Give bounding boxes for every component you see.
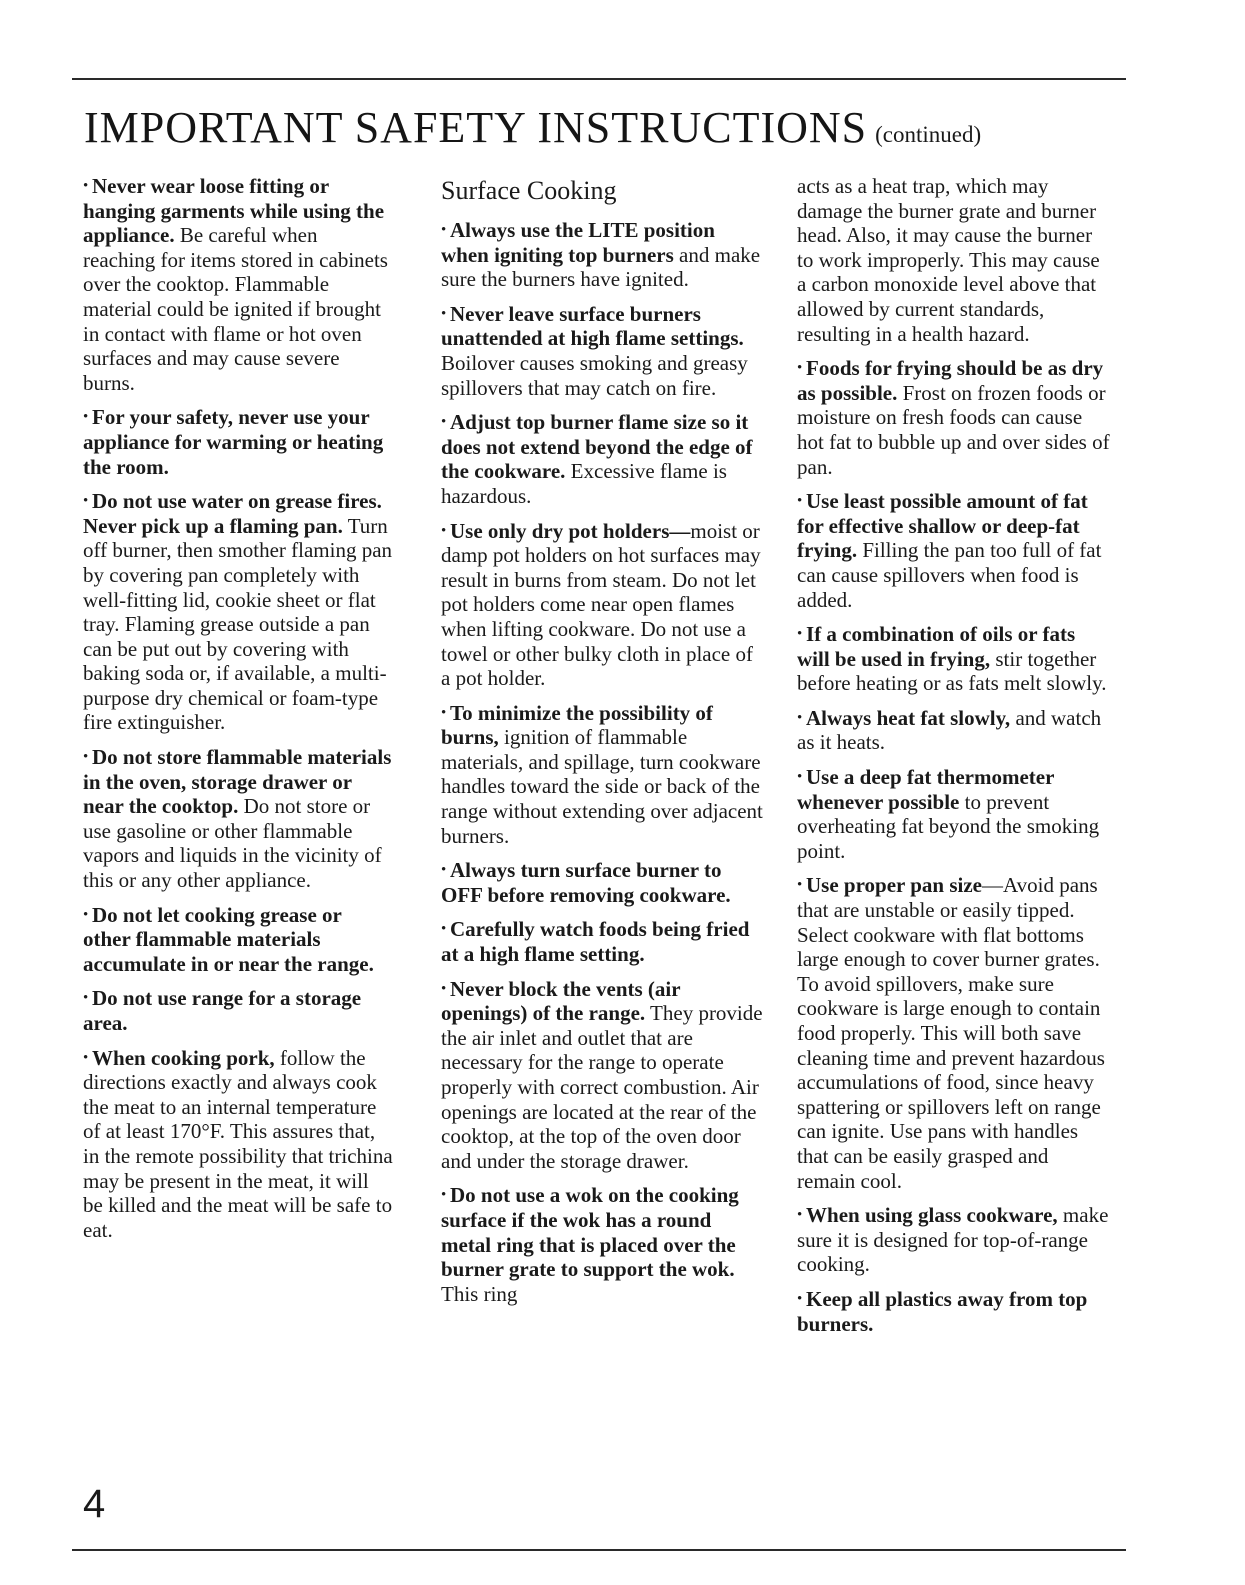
instruction-item xyxy=(83,745,393,893)
instruction-item xyxy=(797,706,1111,755)
instruction-item xyxy=(441,977,763,1174)
instruction-item xyxy=(797,622,1111,696)
continuation-text: acts as a heat trap, which may damage the burner grate and burner head. Also, it may cause the burner to work improperly. This may cause a carbon monoxide level above that allowed by current standards, resulting in a health hazard. xyxy=(797,174,1100,346)
item-text: and watch as it heats. xyxy=(797,705,1102,755)
item-text: Turn off burner, then smother flaming pan by covering pan completely with well-fitting lid, cookie sheet or flat tray. Flaming grease outside a pan can be put out by covering with baking soda or, if available, a multi-purpose dry chemical or foam-type fire extinguisher. xyxy=(83,513,393,735)
item-lead: • When cooking pork, xyxy=(83,1046,275,1070)
column-1 xyxy=(83,174,393,1252)
item-text: and make sure the burners have ignited. xyxy=(441,242,761,292)
instruction-item xyxy=(83,405,393,479)
item-lead: • Do not use a wok on the cooking surface if the wok has a round metal ring that is placed over the burner grate to support the wok. xyxy=(441,1183,739,1281)
item-lead: • Never leave surface burners unattended at high flame settings. xyxy=(441,302,744,351)
item-text: make sure it is designed for top-of-range cooking. xyxy=(797,1203,1109,1277)
instruction-item xyxy=(441,519,763,691)
item-lead: • Do not use water on grease fires. Never pick up a flaming pan. xyxy=(83,489,382,538)
item-lead: • Use least possible amount of fat for effective shallow or deep-fat frying. xyxy=(797,489,1088,562)
item-text: stir together before heating or as fats melt slowly. xyxy=(797,646,1107,696)
item-text: This ring xyxy=(441,1281,518,1306)
bottom-rule xyxy=(72,1549,1126,1551)
section-heading-surface-cooking: Surface Cooking xyxy=(441,176,617,205)
item-lead: • Never block the vents (air openings) of the range. xyxy=(441,977,680,1026)
title-continued: (continued) xyxy=(875,122,982,147)
item-lead: • For your safety, never use your appliance for warming or heating the room. xyxy=(83,405,383,478)
title-main: IMPORTANT SAFETY INSTRUCTIONS xyxy=(84,103,868,152)
instruction-item xyxy=(441,1183,763,1306)
item-text: to prevent overheating fat beyond the smoking point. xyxy=(797,789,1100,863)
instruction-item xyxy=(441,858,763,907)
instruction-item xyxy=(797,765,1111,863)
instruction-item xyxy=(441,410,763,508)
instruction-item xyxy=(797,356,1111,479)
item-lead: • Keep all plastics away from top burners. xyxy=(797,1287,1087,1336)
item-lead: • Do not use range for a storage area. xyxy=(83,986,361,1035)
item-text: Boilover causes smoking and greasy spillovers that may catch on fire. xyxy=(441,350,748,400)
instruction-item xyxy=(441,701,763,849)
item-lead: • Foods for frying should be as dry as possible. xyxy=(797,356,1103,405)
top-rule xyxy=(72,78,1126,80)
item-text: follow the directions exactly and always cook the meat to an internal temperature of at least 170°F. This assures that, in the remote possibility that trichina may be present in the meat, it will be killed and the meat will be safe to eat. xyxy=(83,1045,393,1242)
item-lead: • If a combination of oils or fats will be used in frying, xyxy=(797,622,1075,671)
item-lead: • Carefully watch foods being fried at a high flame setting. xyxy=(441,917,749,966)
column-3 xyxy=(797,174,1111,1346)
instruction-item xyxy=(83,489,393,735)
instruction-item xyxy=(797,873,1111,1193)
item-text: They provide the air inlet and outlet that are necessary for the range to operate properly with correct combustion. Air openings are located at the rear of the cooktop, at the top of the oven door and under the storage drawer. xyxy=(441,1001,763,1173)
page-number: 4 xyxy=(83,1482,106,1526)
item-lead: • When using glass cookware, xyxy=(797,1203,1058,1227)
instruction-item xyxy=(797,489,1111,612)
item-lead: • Always turn surface burner to OFF before removing cookware. xyxy=(441,858,731,907)
item-text: ignition of flammable materials, and spillage, turn cookware handles toward the side or back of the range without extending over adjacent burners. xyxy=(441,725,763,848)
instruction-item xyxy=(797,1203,1111,1277)
item-text: Do not store or use gasoline or other flammable vapors and liquids in the vicinity of this or any other appliance. xyxy=(83,794,382,893)
instruction-item xyxy=(441,218,763,292)
column-2 xyxy=(441,176,763,1316)
item-lead: • Use proper pan size xyxy=(797,873,982,897)
item-lead: • Do not let cooking grease or other flammable materials accumulate in or near the range. xyxy=(83,903,374,976)
instruction-item xyxy=(83,986,393,1035)
item-lead: • Use only dry pot holders— xyxy=(441,519,690,543)
instruction-item xyxy=(83,903,393,977)
item-text: —Avoid pans that are unstable or easily tipped. Select cookware with flat bottoms large enough to cover burner grates. To avoid spillovers, make sure cookware is large enough to contain food properly. This will both save cleaning time and prevent hazardous accumulations of food, since heavy spattering or spillovers left on range can ignite. Use pans with handles that can be easily grasped and remain cool. xyxy=(797,873,1105,1193)
item-text: Filling the pan too full of fat can cause spillovers when food is added. xyxy=(797,538,1102,612)
item-lead: • Always heat fat slowly, xyxy=(797,706,1010,730)
item-lead: • Always use the LITE position when igniting top burners xyxy=(441,218,715,267)
item-text: Excessive flame is hazardous. xyxy=(441,459,727,508)
item-lead: • Do not store flammable materials in the oven, storage drawer or near the cooktop. xyxy=(83,745,391,818)
item-lead: • Adjust top burner flame size so it does not extend beyond the edge of the cookware. xyxy=(441,410,753,483)
item-text: Frost on frozen foods or moisture on fresh foods can cause hot fat to bubble up and over sides of pan. xyxy=(797,380,1110,479)
item-text: moist or damp pot holders on hot surfaces may result in burns from steam. Do not let pot holders come near open flames when lifting cookware. Do not use a towel or other bulky cloth in place of a pot holder. xyxy=(441,518,761,691)
instruction-item xyxy=(797,1287,1111,1336)
item-lead: • Use a deep fat thermometer whenever possible xyxy=(797,765,1054,814)
item-lead: • To minimize the possibility of burns, xyxy=(441,701,713,750)
item-text: Be careful when reaching for items stored in cabinets over the cooktop. Flammable material could be ignited if brought in contact with flame or hot oven surfaces and may cause severe burns. xyxy=(83,223,388,395)
instruction-item xyxy=(441,917,763,966)
instruction-item xyxy=(83,174,393,395)
instruction-item xyxy=(83,1046,393,1243)
item-lead: • Never wear loose fitting or hanging garments while using the appliance. xyxy=(83,174,384,247)
page-title xyxy=(84,103,982,152)
instruction-item xyxy=(441,302,763,400)
